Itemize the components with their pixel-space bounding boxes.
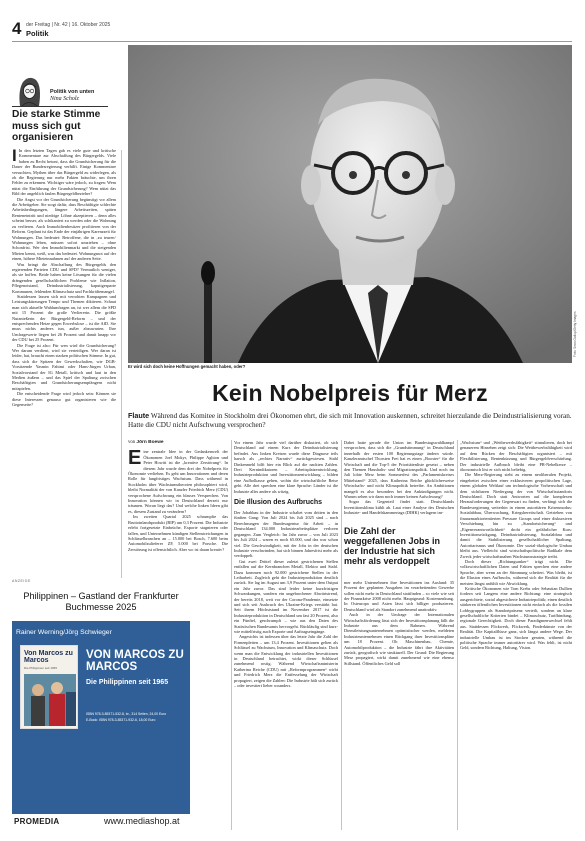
column-author: Nina Scholz: [50, 96, 79, 102]
column-divider: [341, 440, 342, 830]
ad-url[interactable]: www.mediashop.at: [104, 816, 180, 826]
section-label: Politik: [26, 29, 49, 38]
ad-book-cover: [20, 645, 78, 729]
article-col-1: [128, 440, 228, 570]
article-paragraph: Der Jobabbau in der Industrie schaltet vom dritten in den fünften Gang: Von Juli 2024 bis Juli 2025 sind – nach Berechnungen der Bundesagentur für Arbeit – in Deutschland 134.000 Industriearbeitsplätze verloren gegangen. Zum Vergleich: Im Jahr zuvor – von Juli 2023 bis Juli 2024 – waren es noch 65.000, und das war schon viel. Die Geschwindigkeit, mit der Jobs in der deutschen Industrie verschwinden, hat sich binnen Jahresfrist mehr als verdoppelt.: [234, 510, 338, 559]
article-paragraph: Auch in der Umfrage der Internationalen Wirtschaftsförderung lässt sich der Investitionsplanung fällt die Industrie aus dem Rahmen. Während Dienstleistungsunternehmen optimistischer werden, meldeten Industrieunternehmen einen Rückgang ihrer Investitionspläne um 18 Prozent. Ob Maschinenbau, Chemie, Automobilproduktion – die Industrie fährt ihre Aktivitäten zurück, geografisch wie strukturell. Der Grund: Die Regierung Merz propagiert, wirkt damit zunehmend wie eine ebenso Stillstand. Öffentliches Geld soll: [344, 612, 454, 666]
column-rule: [12, 106, 108, 107]
column-paragraph: Was bringt die Abschaffung des Bürgergelds den regierenden Parteien CDU und SPD? Vermutlich weniger, als sie hoffen. Beide haben keine Lösungen für die vielen drängenden gesellschaftlichen Probleme wie Inflation, Pflegenotstand, Deindustrialisierung, kaputtgesparte Kommunen, fehlenden Klimaschutz und Fachkräftemangel.: [12, 261, 116, 294]
publisher-logo: PROMEDIA: [14, 817, 60, 826]
column-divider: [457, 440, 458, 830]
book-cover-title: Von Marcos zu Marcos: [24, 650, 73, 665]
article-paragraph: Doch dieser „Richtungsanker“ trägt nicht. Die volkswirtschaftlichen Daten und Fakten sprechen eine andere Sprache, aber wenn an der Stimmung scheitert. Was bleibt, ist die Illusion eines Aufbruchs, während sich die Realität für die meisten längst anfühlt wie Abwicklung.: [460, 558, 572, 586]
ad-authors: Rainer Werning/Jörg Schwieger: [16, 629, 112, 636]
column-paragraph: I In den letzten Tagen gab es viele gute und kritische Kommentare zur Abschaffung des Bürgergelds. Viele haben zu Recht betont, dass die Grundsicherung für die Dauer der Bundesregierung verhilft. Einige Kommentare versuchten, Mythen über das Bürgergeld zu widerlegen, als ob die Regierung nur mehr Fakten bräuchte, um ihren Fehler zu erkennen. Wichtiger wäre jedoch, zu fragen: Wem nützt die Einführung der Grundsicherung? Wem nützt das Bild der angeblich faulen Bürgergeldbezieher?: [12, 148, 116, 197]
author-portrait: [12, 72, 46, 108]
article-lead-text: Während das Komitee in Stockholm drei Ökonomen ehrt, die sich mit Innovation auskennen, schreitet hierzulande die Deindustrialisierung voran. Hatte die CDU nicht Aufschwung versprochen?: [128, 412, 572, 429]
ad-book-subtitle: Die Philippinen seit 1965: [86, 679, 169, 686]
article-paragraph: Die Merz-Regierung steht zu einem neoliberalen Projekt, eingebettet zwischen einer exklusiveren geopolitischen Lage, einem globalen Weltlauf um technologische Vorherrschaft und dem sichtbaren Niedergang der von Wirtschaftsstandorts Deutschland. Doch statt Antworten auf die komplexen Herausforderungen der Gegenwart zu finden, verfängt sich die Bundesregierung weiterhin in einem autoritären Krisenmodus: Sozialabbau, Überwachung, Kriegsbereitschaft. Getrieben von finanzmarktorientierten Pressure Groups und einer diskursiven Verschiebung hin zu „Standortsicherung“ und „Eigenverantwortlichkeit“ droht ein gefährlicher Kurs: Investitionsrückgang, Deindustrialisierung, Sozialabbau und damit die Stabilisierung gesellschaftlicher Spaltung, Autoritarismus und Ökonomie. Der sozial-ökologische Umbau bleibt aus. Vielleicht sind wirtschaftspolitische Radikale dem Zweck jeder wirtschaftsnahen Wachstumsstrategie treibt.: [460, 472, 572, 559]
photo-credit: Foto: Sean Gallup/Getty Images: [573, 311, 577, 357]
article-col-4: [460, 440, 572, 832]
ad-book-title: VON MARCOS ZU MARCOS: [86, 649, 184, 673]
column-paragraph: Die Angst vor der Grundsicherung begünstigt vor allem die Arbeitgeber. Sie sorgt dafür, dass Beschäftigte schlechte Arbeitsbedingungen, längere Arbeitszeiten, späten Renteneintritt und niedrige Löhne akzeptieren – denn alles scheint besser, als schikaniert zu werden oder die Wohnung zu verlieren. Auch Immobilienbesitzer profitieren von der Reform. Geplant ist das Ende der einjährigen Karenzzeit für Wohnungen. Das bedeutet: Betroffene, die in ‚zu teuren‘ Wohnungen leben, müssen sofort umziehen – ohne Schonfrist. Wer den Immobilienmarkt und die steigenden Mieten kennt, weiß, was das bedeutet. Wohnungsnot auf der einen, höhere Mieteinnahmen auf der anderen Seite.: [12, 196, 116, 262]
merz-photo: [128, 45, 572, 363]
column-dropcap: I: [12, 148, 17, 165]
ad-isbn: ISBN 978-3-85371-532-8, br., 314 Seiten, 24,00 Euro: [86, 712, 167, 716]
column-paragraph: Stattdessen lassen sich mit verrohten Kampagnen und Leistungskürzungen Tempo und Themen diktieren. Schaut man sich aktuelle Wahlumfragen an, ist wer allem die SPD mit 15 Prozent die große Verliererin. Die größte Nutznießerin der Bürgergeld-Reform – und der entsprechenden Hetze gegen Erwerbslose – ist die AfD. Sie muss nichts anderes tun, außer abzuwarten. Ihre Umfragewerte liegen bei 26 Prozent und damit knapp vor der CDU bei 25 Prozent.: [12, 293, 116, 343]
article-col-3: [344, 440, 454, 832]
photo-caption: Er wird sich doch keine Hoffnungen gemacht haben, oder?: [128, 364, 246, 369]
article-paragraph: Kritische Ökonomen wie Tom Krebs oder Sebastian Dullien fordern seit Langem eine andere Richtung: eine strategisch ausgerichtete, sozial abgesicherte Industriepolitik; einen deutlich stärkeren öffentlichen Investitionen nicht einfach als die fossilen Lobbygruppen als Standortpräsenz verteilt, sondern an klare gesellschaftliche Kriterien bindet – Klimaschutz, Tarifbindung, regionale Gerechtigkeit. Doch dieser Paradigmenwechsel fehlt aus. Stattdessen Flickwerk, Flickwerk, Finderkünste von der Realität. Die Kapitalflüsse ganz, sich längst andere Wege. Der industrielle Umbau ist ins Stocken geraten, während die politische Sprache immer autoritärer wird. Was fehlt, ist nicht Geld, sondern Richtung, Haltung, Vision.: [460, 585, 572, 651]
article-byline: von Jörn Boewe: [128, 440, 164, 445]
header-rule: [12, 41, 572, 42]
article-paragraph: Gut zwei Drittel dieser zuletzt gestrichenen Stellen entfallen auf die Kernbranchen Metall, Elektro und Stahl. Dazu kommen noch 92.000 gestrichene Stellen in der Leiharbeit. Zugleich geht die Industrieproduktion deutlich zurück. Sie lag im August um 3,9 Prozent unter dem Output ein Jahr zuvor. Das sind leider keine kurzfristigen Schwankungen, sondern ein ungebrochener Abwärtstrend, der bereits 2018, weit vor der Corona-Pandemie, einsetzte und sich seit Ausbruch des Ukraine-Kriegs verstärkt hat. Seit ihrem Höchststand im November 2017 ist die Industrieproduktion in Deutschland um fast 20 Prozent, also ein Fünftel, geschrumpft – wie aus den Daten des Statistischen Bundesamts hervorgeht. Rückläufig sind kurz- wie mittelfristig auch Exporte und Auftragseingänge.: [234, 558, 338, 634]
column-paragraph: Die Frage ist also: Für wen wird die Grundsicherung? Wer darum verdient, wird sie verteidigen. Wer daran ist leider, hat, braucht einen starken politischen Stimme. In gut, dass sich die Spitzen der Gewerkschaften, wie DGB-Vorsitzende Yasmin Fahimi oder Hans-Jürgen Urban, Sozialvorstand der IG Metall, kritisch und laut in den Medien äußern – und das Spiel der Spaltung zwischen Beschäftigten und Grundsicherungsempfängern nicht mitspielen.: [12, 342, 116, 391]
column-headline: Die starke Stimme muss sich gut organisieren: [12, 109, 101, 143]
article-paragraph: Dabei hatte gerade die Union im Bundestagswahlkampf versprochen, dass sich die „Grundstimmung“ in Deutschland innerhalb der ersten 100 Regierungstage ändern würde. Kanzleramtschef Thorsten Frei hat es einen „Booster“ für die Wirtschaft und die Top-5 der Prioritätenliste gesetzt – neben den Themen Haushalts- und Migrationspolitik. Und noch im Juli lobte Merz beim Sommerfest des „Parlamentskreises Mittelstand“ 2025, dass Katherina Reiche glücklicherweise Wirtschafts- und nicht Klimapolitik betreibe. An Ambitionen mangelt es also besonders bei den Ankündigungen nicht. Warum sehen wir dann noch immer keinen Aufschwung?: [344, 440, 454, 500]
ad-label: ANZEIGE: [12, 579, 31, 583]
issue-line: der Freitag | Nr. 42 | 16. Oktober 2025: [26, 22, 111, 28]
article-lead: [128, 412, 572, 429]
ad-ebook: E-Book: ISBN 978-3-85371-932-6, 18,00 Euro: [86, 718, 156, 722]
article-subhead: Die Illusion des Aufbruchs: [234, 499, 323, 507]
book-cover-photo: [24, 674, 76, 726]
column-paragraph: Die entscheidende Frage wird jedoch sein: Können sie diese Interessen genauso gut organisieren wie die Gegenseite?: [12, 391, 116, 408]
book-cover-subtitle: Die Philippinen seit 1965: [24, 666, 58, 670]
article-paragraph: Angesichts ist indessen über das letzte Jahr die Zahl der Firmenpleiten – um 13,4 Prozent. Investitionen gelten als Schlüssel zu Wachstum, Innovation und Klimaschutz. Doch wenn man die Entwicklung der industriellen Investitionen in Deutschland betrachtet, wirkt dieser Schlüssel zunehmend rostig. Während Wirtschaftsministerin Katherina Reiche (CDU) mit „Reformprogrammen“ wirbt und Friedrich Merz die Entfesselung der Wirtschaft propagiert, zeigen die Zahlen: Die Industrie hält sich zurück – oder investiert lieber woanders.: [234, 634, 338, 689]
article-paragraph: Sogar das Gegenteil findet statt. Deutschlands Investitionsklima kühlt ab. Laut einer Analyse des Deutschen Industrie- und Handelskammertags (DIHK) verlagern im-: [344, 499, 454, 516]
page-number: 4: [12, 19, 22, 38]
article-col-2: [234, 440, 338, 832]
article-paragraph: Vor einem Jahr wurde viel darüber diskutiert, ob sich Deutschland auf einem Kurs der Deindustrialisierung befindet. Aus linken Kreisen wurde diese Diagnose teils harsch als „rechtes Narrativ“ zurückgewiesen. Stahl Dinkenmehl hilft hier ein Blick auf die nackten Zahlen. Drei Kernindikatoren – Arbeitsplatzentwicklung, Industrieproduktion und Investitionsentwicklung – bilden eine Aufholkasse gehen, wohin die wirtschaftliche Reise geht. Alle drei sprechen eine klare Sprache: Länder ist die Industrie alles andere als witzig.: [234, 440, 338, 494]
article-dropcap: E: [128, 447, 142, 470]
pull-quote: Die Zahl der weggefallenen Jobs in der Industrie hat sich mehr als verdoppelt: [344, 525, 441, 566]
column-divider: [231, 440, 232, 830]
column-body: [12, 148, 116, 580]
article-paragraph: mer mehr Unternehmen ihre Investitionen ins Ausland: 35 Prozent der geplanten Ausgaben im verarbeitenden Gewerbe sollen nicht mehr in Deutschland stattfinden – so viele wie seit der Finanzkrise 2008 nicht mehr. Hauptgrund: Kostensenkung. In Osteuropa und Asien lässt sich billiger produzieren. Deutschland wird als Standort zunehmend unattraktiv.: [344, 579, 454, 612]
column-rubric: Politik von unten: [50, 89, 95, 95]
column-divider: [121, 150, 122, 578]
ad-title: Philippinen – Gastland der Frankfurter Buchmesse 2025: [23, 591, 179, 612]
article-kicker: Flaute: [128, 411, 150, 420]
ad-banner[interactable]: [12, 621, 190, 814]
article-paragraph: „Wachstum“ und „Wettbewerbsfähigkeit“ stimulieren, doch bei genauerem Hinsehen zeigt sich: Die Wettbewerbsfähigkeit wird auf dem Rücken der Beschäftigten organisiert – mit Flexibilisierung, Rentenkürzung und Bürgergeldverschärfung. Der industrielle Aufbruch bleibt eine PR-Nebelkerze – ökonomisch löst er sich nicht beliebig.: [460, 440, 572, 473]
article-paragraph: Eine zentrale Idee in der Gedankenwelt der Ökonomen Joel Mokyr, Philippe Aghion und Peter Howitt ist die „kreative Zerstörung“. In diesem Jahr wurde dem drei der Nobelpreis für Ökonomie verliehen. Es geht um Innovationen und deren Rolle für langfristiges Wachstum. Dass während in Stockholm über Wachstumstheorien philosophiert wird, bleibt Normalität der von Kanzler Friedrich Merz (CDU) versprochene Aufschwung ein blasses Versprechen. Von Innovation können wir in Deutschland derzeit nur träumen. Woran liegt das? Und welche linken Ideen gibt es, diesem Zustand zu verändern?: [128, 447, 228, 514]
article-paragraph: Im zweiten Quartal 2025 schrumpfte das Bruttoinlandsprodukt (BIP) um 0,3 Prozent. Die Industrie erlebt fortgesetzte Einbrüche, Exporte stagnieren oder fallen, und Unternehmen kündigen Stellenstreichungen in Schlüsselbranchen an – 15.000 bei Bosch, 7.600 beim Automobilzulieferer ZF, 5.000 bei Porsche. Die Zerstörung ist offensichtlich. Aber wo ist daran kreativ?: [128, 514, 228, 552]
article-headline: Kein Nobelpreis für Merz: [212, 380, 488, 406]
